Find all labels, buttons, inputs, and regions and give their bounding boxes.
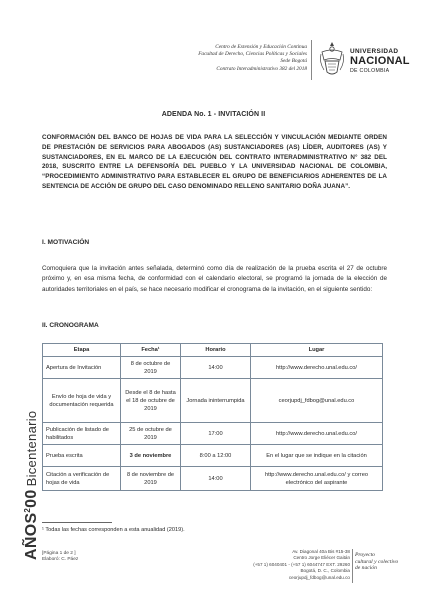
table-cell: Envío de hoja de vida y documentación requerida (43, 379, 121, 423)
header-text (87, 44, 307, 73)
footer-contact (200, 549, 350, 581)
footer-contact-line: (+57 1) 6040401 - (+57 1) 6044747 EXT. 29260 (253, 561, 350, 567)
footer-page-number: [Página 1 de 2 ] (42, 551, 76, 556)
footer-author: Elaboró: C. Páez (42, 557, 79, 562)
section-heading-cronograma: II. CRONOGRAMA (42, 322, 99, 329)
header-line: Facultad de Derecho, Ciencias Políticas y Sociales (198, 51, 307, 58)
university-name (350, 48, 410, 74)
table-cell: http://www.derecho.unal.edu.co/ y correo electrónico del aspirante (251, 467, 383, 491)
table-cell: 8 de octubre de 2019 (121, 357, 181, 379)
table-row (43, 357, 383, 379)
table-row (43, 423, 383, 445)
intro-paragraph: CONFORMACIÓN DEL BANCO DE HOJAS DE VIDA PARA LA SELECCIÓN Y VINCULACIÓN MEDIANTE ORDEN DE PRESTACIÓN DE SERVICIOS PARA ABOGADOS (AS) SUSTANCIADORES (AS) LÍDER, AUDITORES (AS) Y SUSTANCIADORES, EN EL MARCO DE LA EJECUCIÓN DEL CONTRATO INTERADMINISTRATIVO N° 382 DEL 2018, SUSCRITO ENTRE LA DEFENSORÍA DEL PUEBLO Y LA UNIVERSIDAD NACIONAL DE COLOMBIA, “PROCEDIMIENTO ADMINISTRATIVO PARA ESTABLECER EL GRUPO DE BENEFICIARIOS ADHERENTES DE LA SENTENCIA DE ACCIÓN DE GRUPO DEL CASO DENOMINADO RELLENO SANITARIO DOÑA JUANA”. (42, 134, 387, 190)
footer-contact-line: Av. Diagonal 40a Bis #15-38 (292, 549, 350, 554)
table-cell: 25 de octubre de 2019 (121, 423, 181, 445)
table-cell: Apertura de Invitación (43, 357, 121, 379)
table-cell: Desde el 8 de hasta el 18 de octubre de 2019 (121, 379, 181, 423)
table-cell: http://www.derecho.unal.edu.co/ (251, 357, 383, 379)
footer-motto-line: Proyecto (355, 552, 375, 558)
table-row (43, 379, 383, 423)
university-seal-icon (318, 40, 346, 78)
header-line: Contrato Interadministrativo 382 del 2018 (216, 65, 307, 72)
document-title: ADENDA No. 1 - INVITACIÓN II (161, 111, 266, 118)
table-cell: 3 de noviembre (121, 445, 181, 467)
footer-motto-line: de nación (355, 565, 377, 572)
table-cell: En el lugar que se indique en la citación (251, 445, 383, 467)
table-row (43, 467, 383, 491)
footer-contact-line: ceorjupdj_fdbog@unal.edu.co (288, 574, 350, 580)
side-logo-word: Bicentenario (24, 410, 39, 487)
table-cell: http://www.derecho.unal.edu.co/ (251, 423, 383, 445)
header-line: Centro de Extensión y Educación Continua (215, 44, 307, 50)
university-line3: DE COLOMBIA (350, 68, 390, 74)
header-line: Sede Bogotá (280, 58, 307, 65)
column-header: Etapa (43, 344, 121, 357)
footnote-rule (42, 522, 112, 523)
table-cell: ceorjupdj_fdbog@unal.edu.co (251, 379, 383, 423)
table-cell: Citación a verificación de hojas de vida (43, 467, 121, 491)
bicentenario-logo (23, 411, 41, 560)
motivation-paragraph: Comoquiera que la invitación antes señalada, determinó como día de realización de la prueba escrita el 27 de octubre próximo y, en esa misma fecha, de conformidad con el calendario electoral, se programó la jornada de la elección de autoridades territoriales en el país, se hace necesario modificar el cronograma de la invitación, en el siguiente sentido: (42, 265, 387, 293)
side-logo-anos: AÑOS (23, 512, 40, 560)
column-header: Horario (181, 344, 251, 357)
footer-left (42, 551, 78, 563)
table-cell: 14:00 (181, 357, 251, 379)
university-line1: UNIVERSIDAD (350, 48, 399, 55)
table-cell: 8:00 a 12:00 (181, 445, 251, 467)
table-cell: Publicación de listado de habilitados (43, 423, 121, 445)
footnote: ¹ Todas las fechas corresponden a esta anualidad (2019). (42, 527, 185, 533)
table-cell: 14:00 (181, 467, 251, 491)
footer-contact-line: Centro Jorge Eliécer Gaitán (293, 555, 350, 561)
table-cell: 17:00 (181, 423, 251, 445)
header-divider (311, 40, 312, 80)
footer-divider (352, 549, 353, 583)
footer-contact-line: Bogotá, D. C., Colombia (300, 568, 350, 574)
side-logo-zeros: 00 (23, 489, 40, 508)
side-logo-num: 2 (23, 507, 32, 513)
footer-motto (355, 552, 398, 572)
column-header: Lugar (251, 344, 383, 357)
university-line2: NACIONAL (350, 55, 410, 67)
schedule-table (42, 343, 383, 491)
table-cell: 8 de noviembre de 2019 (121, 467, 181, 491)
footer-motto-line: cultural y colectivo (355, 558, 399, 565)
table-cell: Prueba escrita (43, 445, 121, 467)
section-heading-motivacion: I. MOTIVACIÓN (42, 239, 90, 246)
table-header-row (43, 344, 383, 357)
table-cell: Jornada ininterrumpida (181, 379, 251, 423)
table-row (43, 445, 383, 467)
column-header: Fecha¹ (121, 344, 181, 357)
